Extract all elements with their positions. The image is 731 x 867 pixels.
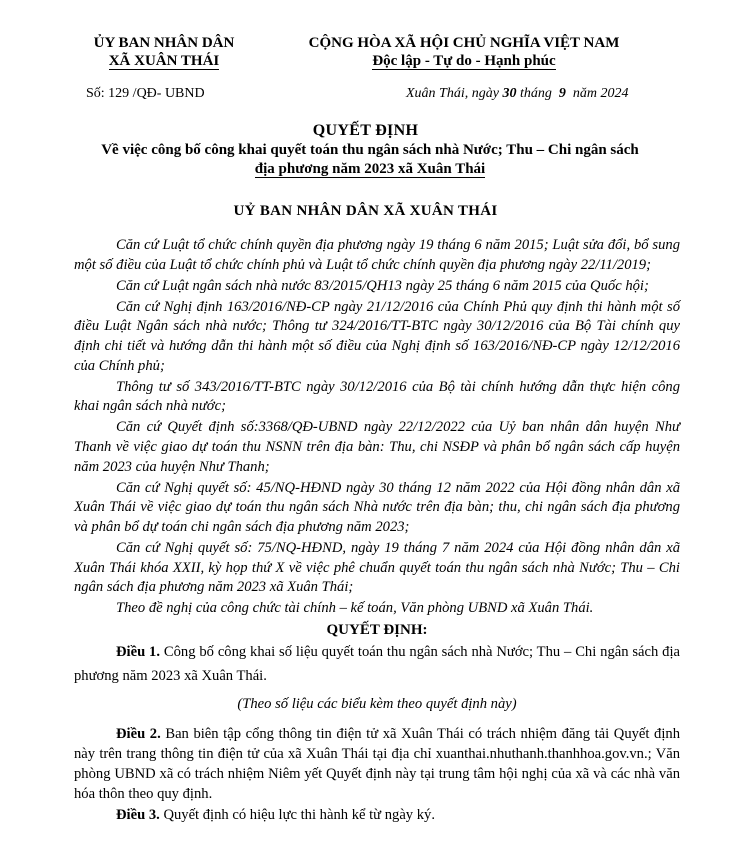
subject-line1: Về việc công bố công khai quyết toán thu ngân sách nhà Nước; Thu – Chi ngân sách <box>101 142 639 158</box>
document-subject <box>60 141 680 179</box>
article-2-label: Điều 2. <box>116 726 161 743</box>
article-1-note: (Theo số liệu các biểu kèm theo quyết định này) <box>237 696 517 713</box>
article-2-text: Ban biên tập cổng thông tin điện tử xã Xuân Thái có trách nhiệm đăng tải Quyết định này trên trang thông tin điện tử của xã Xuân Thái tại địa chỉ xuanthai.nhuthanh.thanhhoa.gov.vn.; Văn phòng UBND xã có trách nhiệm Niêm yết Quyết định này tại trung tâm hội nghị của xã và các nhà văn hóa thôn theo quy định. <box>74 726 680 803</box>
date-month-label: tháng <box>519 86 552 101</box>
national-motto <box>286 34 642 70</box>
article-1 <box>74 640 680 688</box>
document-date <box>406 86 628 102</box>
nation-line1: CỘNG HÒA XÃ HỘI CHỦ NGHĨA VIỆT NAM <box>308 35 620 51</box>
document-title: QUYẾT ĐỊNH <box>312 122 419 139</box>
article-3 <box>74 805 680 825</box>
nation-line2: Độc lập - Tự do - Hạnh phúc <box>372 53 556 69</box>
article-2 <box>74 724 680 804</box>
date-month: 9 <box>558 86 566 101</box>
document-body <box>74 236 680 826</box>
date-prefix: Xuân Thái, ngày <box>406 86 499 101</box>
legal-basis-1: Căn cứ Luật tổ chức chính quyền địa phương ngày 19 tháng 6 năm 2015; Luật sửa đổi, bổ sung một số điều của Luật tổ chức chính phủ và Luật tổ chức chính quyền địa phương ngày 22/11/2019; <box>74 237 680 273</box>
org-line2: XÃ XUÂN THÁI <box>108 53 220 69</box>
article-1-text: Công bố công khai số liệu quyết toán thu ngân sách nhà Nước; Thu – Chi ngân sách địa phương năm 2023 xã Xuân Thái. <box>74 644 681 685</box>
article-3-text: Quyết định có hiệu lực thi hành kể từ ngày ký. <box>163 807 435 824</box>
legal-basis-6: Căn cứ Nghị quyết số: 45/NQ-HĐND ngày 30 tháng 12 năm 2022 của Hội đồng nhân dân xã Xuân Thái về việc giao dự toán thu ngân sách Nhà nước trên địa bàn; thu, chi ngân sách địa phương và phân bổ dự toán chi ngân sách địa phương năm 2023; <box>74 479 680 535</box>
legal-basis-8: Theo đề nghị của công chức tài chính – kế toán, Văn phòng UBND xã Xuân Thái. <box>116 600 594 617</box>
authority-heading: UỶ BAN NHÂN DÂN XÃ XUÂN THÁI <box>233 203 498 219</box>
legal-basis-3: Căn cứ Nghị định 163/2016/NĐ-CP ngày 21/12/2016 của Chính Phủ quy định thi hành một số điều Luật Ngân sách nhà nước; Thông tư 324/2016/TT-BTC ngày 30/12/2016 của Bộ Tài chính quy định chi tiết và hướng dẫn thi hành một số điều của Nghị định số 163/2016/NĐ-CP ngày 12/12/2016 của Chính phủ; <box>74 298 680 374</box>
article-1-label: Điều 1. <box>116 644 160 661</box>
legal-basis-7: Căn cứ Nghị quyết số: 75/NQ-HĐND, ngày 19 tháng 7 năm 2024 của Hội đồng nhân dân xã Xuân Thái khóa XXII, kỳ họp thứ X về việc phê chuẩn quyết toán thu ngân sách nhà Nước; Thu – Chi ngân sách địa phương năm 2023 xã Xuân Thái; <box>74 539 680 596</box>
article-3-label: Điều 3. <box>116 807 160 824</box>
org-line1: ỦY BAN NHÂN DÂN <box>93 35 235 51</box>
date-year: năm 2024 <box>572 86 629 101</box>
date-day: 30 <box>502 86 517 101</box>
issuing-authority <box>78 34 250 70</box>
document-number: Số: 129 /QĐ- UBND <box>86 86 205 101</box>
decision-heading: QUYẾT ĐỊNH: <box>326 622 428 639</box>
subject-line2: địa phương năm 2023 xã Xuân Thái <box>254 161 486 177</box>
legal-basis-5: Căn cứ Quyết định số:3368/QĐ-UBND ngày 22/12/2022 của Uỷ ban nhân dân huyện Như Thanh về việc giao dự toán thu NSNN trên địa bàn: Thu, chi NSĐP và phân bổ ngân sách cấp huyện năm 2023 của huyện Như Thanh; <box>74 419 680 475</box>
legal-basis-2: Căn cứ Luật ngân sách nhà nước 83/2015/QH13 ngày 25 tháng 6 năm 2015 của Quốc hội; <box>116 277 649 294</box>
legal-basis-4: Thông tư số 343/2016/TT-BTC ngày 30/12/2016 của Bộ tài chính hướng dẫn thực hiện công khai ngân sách nhà nước; <box>74 378 680 415</box>
